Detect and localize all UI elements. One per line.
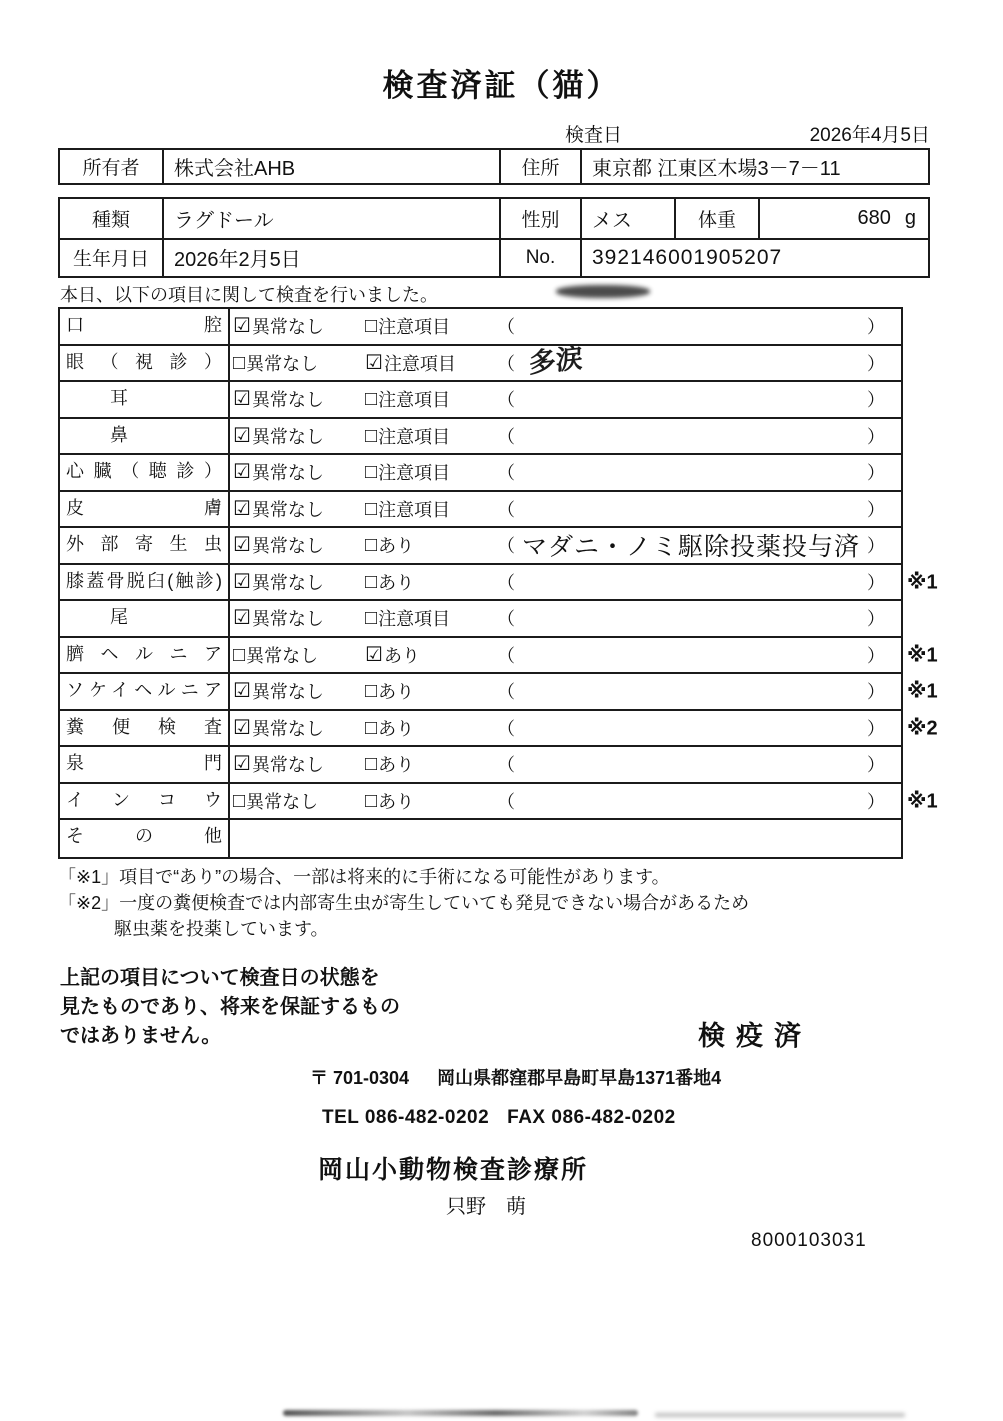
remarks-cell [492, 565, 901, 600]
breed-value: ラグドール [162, 199, 499, 238]
inspection-row [60, 711, 938, 748]
checkbox-normal-label: 異常なし [251, 718, 324, 739]
item-name: 泉門 [60, 747, 230, 782]
checkbox-attention-icon: □ [365, 424, 378, 447]
checkbox-attention-icon: ☑ [365, 351, 383, 374]
weight-number: 680 [857, 206, 891, 229]
paren-close: ） [867, 791, 885, 812]
inspection-row [60, 638, 938, 675]
checkbox-attention-label: あり [378, 718, 415, 739]
paren-open: （ [497, 609, 515, 630]
checkbox-attention-icon: □ [365, 388, 378, 411]
checkbox-attention-label: あり [383, 645, 420, 666]
paren-close: ） [867, 426, 885, 447]
checkbox-normal-label: 異常なし [251, 536, 324, 557]
paren-open: （ [497, 499, 515, 520]
checkbox-attention-icon: □ [365, 570, 378, 593]
inspection-table [58, 307, 938, 859]
footnote-mark: ※1 [907, 680, 938, 703]
result-normal [230, 784, 362, 819]
paren-open: （ [497, 390, 515, 411]
examiner-name: 只野 萌 [446, 1196, 526, 1218]
inspection-row [60, 343, 901, 383]
footnote-mark: ※1 [907, 571, 938, 594]
intro-text: 本日、以下の項目に関して検査を行いました。 [60, 285, 438, 305]
owner-table [58, 148, 930, 185]
item-name: 眼（視診） [60, 346, 230, 381]
checkbox-normal-label: 異常なし [251, 390, 324, 411]
item-name: ソケイヘルニア [60, 674, 230, 709]
checkbox-normal-icon: □ [233, 643, 246, 666]
inspection-row [60, 820, 901, 857]
result-normal [230, 711, 362, 746]
result-normal [230, 528, 362, 563]
checkbox-normal-icon: ☑ [233, 424, 251, 447]
checkbox-normal-label: 異常なし [251, 755, 324, 776]
checkbox-normal-icon: ☑ [233, 534, 251, 557]
result-attention [362, 711, 492, 746]
remarks-cell [492, 747, 901, 782]
scan-artifact [655, 1413, 905, 1417]
remarks-cell [492, 674, 901, 709]
result-attention [362, 674, 492, 709]
footnote-mark: ※1 [907, 644, 938, 667]
owner-value: 株式会社AHB [162, 150, 499, 183]
result-attention [362, 565, 492, 600]
paren-close: ） [867, 718, 885, 739]
result-normal [230, 747, 362, 782]
disclaimer-line-3: ではありません。 [60, 1025, 222, 1047]
remarks-cell [492, 528, 901, 563]
inspection-row [60, 419, 901, 456]
remarks-cell [492, 419, 901, 454]
result-attention [362, 419, 492, 454]
checkbox-normal-icon: ☑ [233, 497, 251, 520]
checkbox-attention-label: あり [378, 791, 415, 812]
result-attention [362, 601, 492, 636]
owner-label: 所有者 [82, 158, 140, 179]
footnote-1: 「※1」項目で“あり”の場合、一部は将来的に手術になる可能性があります。 [58, 867, 670, 887]
item-name: 外部寄生虫 [60, 528, 230, 563]
paren-close: ） [867, 755, 885, 776]
checkbox-normal-label: 異常なし [251, 426, 324, 447]
weight-value [758, 199, 928, 238]
result-normal [230, 638, 362, 673]
clinic-name: 岡山小動物検査診療所 [318, 1156, 589, 1184]
disclaimer-line-2: 見たものであり、将来を保証するもの [60, 996, 400, 1018]
inspection-row [60, 565, 938, 602]
disclaimer-line-1: 上記の項目について検査日の状態を [60, 967, 380, 989]
birthdate-label: 生年月日 [60, 238, 162, 277]
inspection-row [60, 674, 938, 711]
remarks-text: マダニ・ノミ駆除投薬投与済 [521, 533, 860, 562]
weight-label: 体重 [674, 199, 758, 238]
checkbox-attention-icon: □ [365, 789, 378, 812]
result-attention [362, 492, 492, 527]
birthdate-value: 2026年2月5日 [162, 238, 499, 277]
checkbox-normal-label: 異常なし [251, 463, 324, 484]
paren-close: ） [867, 499, 885, 520]
paren-open: （ [497, 426, 515, 447]
result-attention [362, 455, 492, 490]
paren-close: ） [867, 645, 885, 666]
paren-open: （ [497, 317, 515, 338]
checkbox-normal-icon: ☑ [233, 716, 251, 739]
paren-open: （ [497, 755, 515, 776]
footnotes [58, 864, 749, 942]
paren-open: （ [497, 682, 515, 703]
checkbox-normal-label: 異常なし [251, 609, 324, 630]
footnote-2: 「※2」一度の糞便検査では内部寄生虫が寄生していても発見できない場合があるため [58, 893, 750, 913]
checkbox-normal-icon: □ [233, 351, 246, 374]
result-normal [230, 565, 362, 600]
serial-number: 8000103031 [751, 1230, 867, 1251]
checkbox-attention-label: あり [378, 755, 415, 776]
item-name: その他 [60, 820, 230, 857]
item-name: 糞便検査 [60, 711, 230, 746]
item-name: 尾 [60, 601, 230, 636]
checkbox-normal-icon: ☑ [233, 753, 251, 776]
checkbox-normal-icon: ☑ [233, 570, 251, 593]
checkbox-attention-icon: □ [365, 315, 378, 338]
address-value: 東京都 江東区木場3－7－11 [580, 150, 928, 183]
sex-value: メス [580, 199, 674, 238]
checkbox-attention-icon: □ [365, 497, 378, 520]
checkbox-normal-label: 異常なし [251, 499, 324, 520]
result-normal [230, 455, 362, 490]
checkbox-attention-label: あり [378, 536, 415, 557]
footnote-mark: ※2 [907, 717, 938, 740]
checkbox-normal-icon: ☑ [233, 315, 251, 338]
checkbox-normal-icon: ☑ [233, 680, 251, 703]
document-title: 検査済証（猫） [382, 68, 621, 103]
result-attention [362, 346, 492, 381]
item-name: 鼻 [60, 419, 230, 454]
checkbox-attention-icon: □ [365, 753, 378, 776]
paren-open: （ [497, 718, 515, 739]
item-name: 臍ヘルニア [60, 638, 230, 673]
checkbox-attention-label: あり [378, 572, 415, 593]
footnote-mark: ※1 [907, 790, 938, 813]
remarks-cell [492, 455, 901, 490]
result-normal [230, 601, 362, 636]
microchip-no-label: No. [499, 238, 580, 277]
remarks-cell [492, 711, 901, 746]
checkbox-attention-icon: □ [365, 680, 378, 703]
paren-open: （ [497, 353, 515, 374]
result-normal [230, 346, 362, 381]
paren-close: ） [867, 463, 885, 484]
result-normal [230, 382, 362, 417]
pet-table [58, 197, 930, 278]
item-name: 皮膚 [60, 492, 230, 527]
checkbox-normal-label: 異常なし [246, 353, 319, 374]
checkbox-attention-label: 注意項目 [378, 317, 451, 338]
remarks-cell [492, 638, 901, 673]
clinic-tel-line [322, 1107, 676, 1129]
checkbox-attention-icon: □ [365, 716, 378, 739]
checkbox-normal-icon: □ [233, 789, 246, 812]
address-label: 住所 [499, 150, 580, 183]
scan-artifact [283, 1410, 638, 1416]
checkbox-attention-label: 注意項目 [378, 426, 451, 447]
item-name: 耳 [60, 382, 230, 417]
breed-label: 種類 [91, 209, 130, 231]
inspection-row [60, 528, 901, 565]
paren-open: （ [497, 536, 515, 557]
clinic-address-line [310, 1064, 721, 1090]
checkbox-normal-label: 異常なし [246, 791, 319, 812]
remarks-cell [492, 784, 901, 819]
item-name: 膝蓋骨脱臼(触診) [60, 565, 230, 600]
checkbox-attention-label: 注意項目 [383, 353, 456, 374]
checkbox-normal-label: 異常なし [246, 645, 319, 666]
item-name: 心臓（聴診） [60, 455, 230, 490]
remarks-cell [492, 601, 901, 636]
checkbox-attention-icon: □ [365, 461, 378, 484]
scan-smudge [556, 285, 650, 298]
result-attention [362, 747, 492, 782]
clinic-tel: TEL 086-482-0202 [322, 1107, 490, 1128]
remarks-cell [492, 820, 901, 857]
exam-date-value: 2026年4月5日 [809, 125, 930, 146]
result-attention [362, 382, 492, 417]
quarantine-stamp: 検疫済 [698, 1021, 812, 1051]
result-normal [230, 492, 362, 527]
remarks-text: 多涙 [528, 343, 583, 380]
inspection-row [60, 492, 901, 529]
remarks-cell [492, 382, 901, 417]
paren-close: ） [867, 390, 885, 411]
inspection-row [60, 784, 938, 821]
checkbox-normal-icon: ☑ [233, 388, 251, 411]
checkbox-normal-label: 異常なし [251, 682, 324, 703]
result-attention [362, 528, 492, 563]
checkbox-normal-label: 異常なし [251, 317, 324, 338]
inspection-row [60, 747, 901, 784]
microchip-no-value: 392146001905207 [580, 238, 928, 277]
paren-close: ） [867, 609, 885, 630]
checkbox-normal-icon: ☑ [233, 461, 251, 484]
paren-close: ） [867, 682, 885, 703]
inspection-row [60, 455, 901, 492]
result-attention [362, 309, 492, 344]
paren-close: ） [867, 353, 885, 374]
paren-open: （ [497, 645, 515, 666]
result-normal [230, 309, 362, 344]
item-name: インコウ [60, 784, 230, 819]
disclaimer [60, 964, 400, 1051]
paren-open: （ [497, 791, 515, 812]
checkbox-normal-icon: ☑ [233, 607, 251, 630]
result-normal [230, 419, 362, 454]
checkbox-attention-label: 注意項目 [378, 390, 451, 411]
paren-close: ） [867, 572, 885, 593]
paren-close: ） [867, 536, 885, 557]
checkbox-attention-icon: ☑ [365, 643, 383, 666]
remarks-cell [492, 492, 901, 527]
inspection-row [60, 382, 901, 419]
remarks-cell [492, 343, 901, 381]
checkbox-attention-icon: □ [365, 607, 378, 630]
result-attention [362, 820, 492, 857]
paren-close: ） [867, 317, 885, 338]
checkbox-attention-label: あり [378, 682, 415, 703]
checkbox-attention-label: 注意項目 [378, 609, 451, 630]
result-attention [362, 784, 492, 819]
footnote-2-continued: 駆虫薬を投薬しています。 [114, 919, 329, 939]
exam-date-label: 検査日 [565, 125, 623, 146]
clinic-address: 岡山県都窪郡早島町早島1371番地4 [437, 1068, 722, 1088]
clinic-postal-code: 〒 701-0304 [310, 1068, 410, 1088]
sex-label: 性別 [499, 199, 580, 238]
inspection-row [60, 601, 901, 638]
checkbox-attention-label: 注意項目 [378, 463, 451, 484]
paren-open: （ [497, 572, 515, 593]
checkbox-attention-label: 注意項目 [378, 499, 451, 520]
checkbox-normal-label: 異常なし [251, 572, 324, 593]
result-attention [362, 638, 492, 673]
result-normal [230, 674, 362, 709]
item-name: 口腔 [60, 309, 230, 344]
checkbox-attention-icon: □ [365, 534, 378, 557]
weight-unit: g [904, 206, 916, 229]
paren-open: （ [497, 463, 515, 484]
clinic-fax: FAX 086-482-0202 [507, 1107, 676, 1128]
result-normal [230, 820, 362, 857]
